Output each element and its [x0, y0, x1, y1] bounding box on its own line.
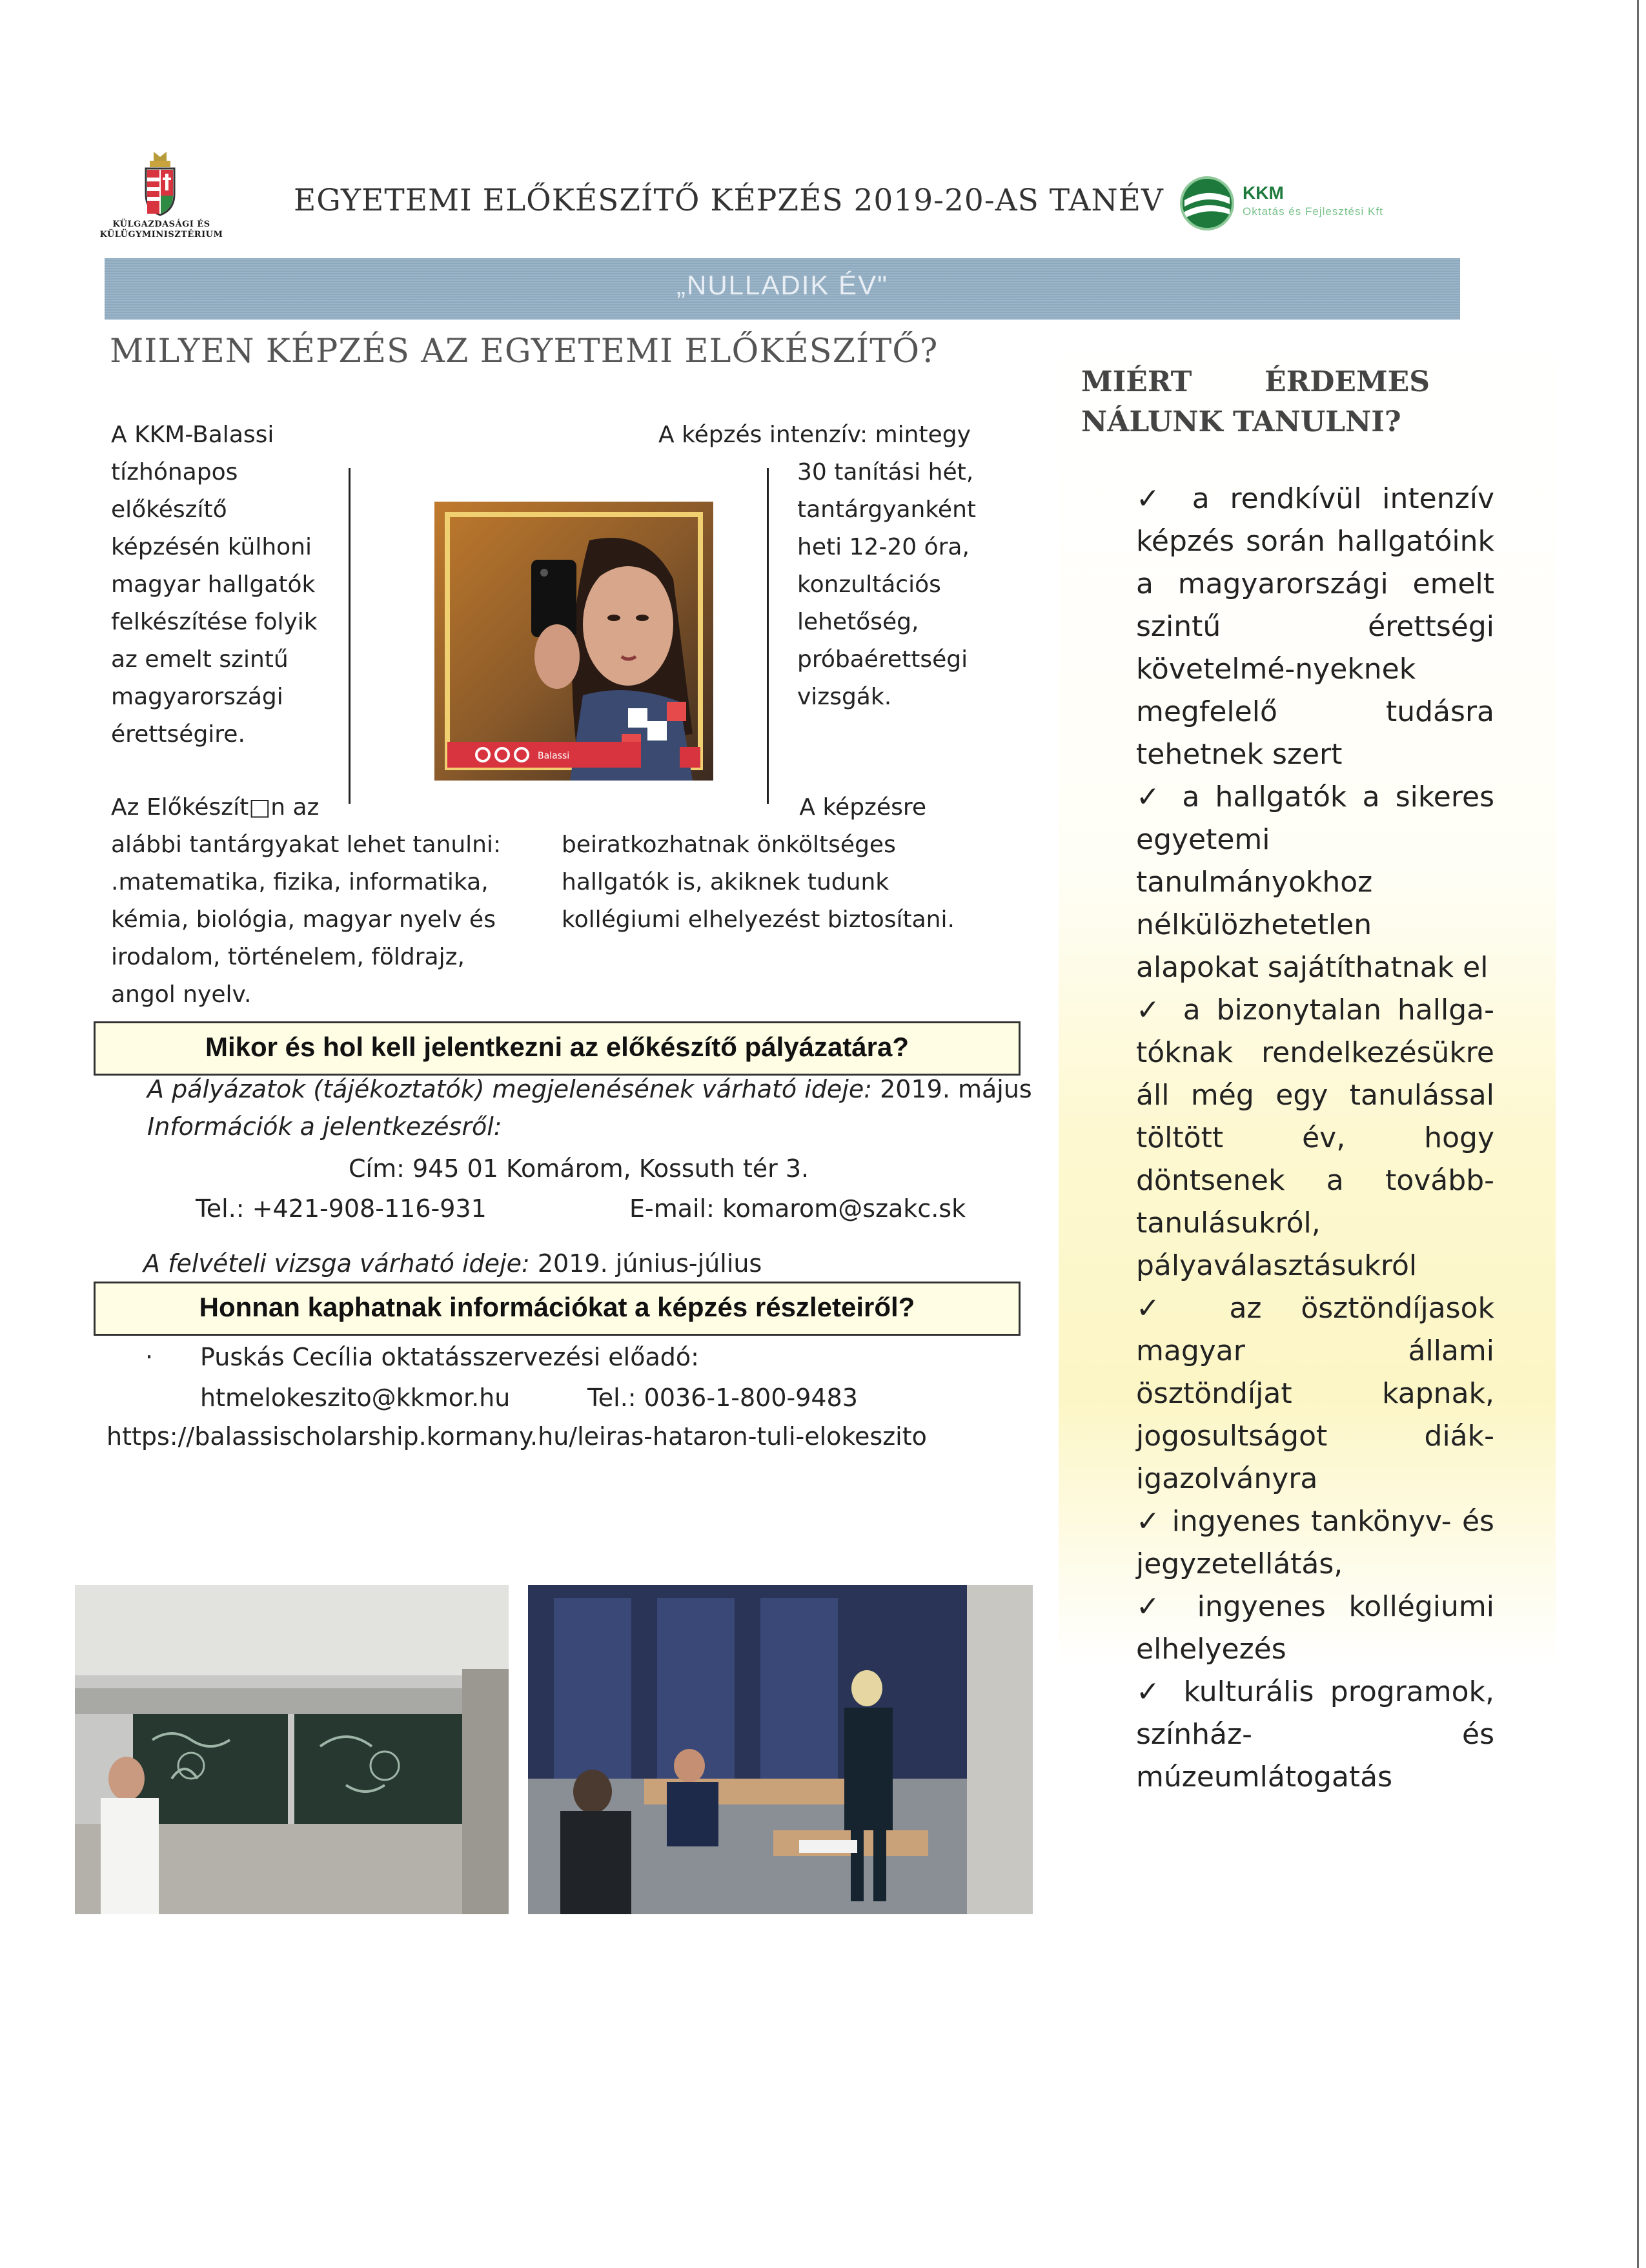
check-icon: ✓	[1136, 1675, 1168, 1708]
check-icon: ✓	[1136, 482, 1172, 515]
benefit-item: ✓ kulturális programok, színház- és múzeumlátogatás	[1136, 1675, 1494, 1793]
coat-of-arms-icon	[141, 152, 179, 216]
intensive-text: A képzés intenzív: mintegy 30 tanítási hét, tantárgyanként heti 12-20 óra, konzultációs lehetőség, próbaérettségi vizsgák.	[658, 422, 977, 710]
check-icon: ✓	[1136, 994, 1167, 1027]
apply-tel: Tel.: +421-908-116-931	[196, 1194, 487, 1223]
main-heading: MILYEN KÉPZÉS AZ EGYETEMI ELŐKÉSZÍTŐ?	[110, 332, 939, 371]
apply-date: A pályázatok (tájékoztatók) megjelenésének várható ideje: 2019. május	[147, 1075, 1032, 1103]
bullet-dot: ·	[145, 1343, 154, 1371]
banner-text: „NULLADIK ÉV"	[676, 270, 888, 300]
ministry-name: KÜLGAZDASÁGI ÉS KÜLÜGYMINISZTÉRIUM	[99, 220, 223, 240]
contact-person: Puskás Cecília oktatásszervezési előadó:	[200, 1343, 699, 1371]
apply-address: Cím: 945 01 Komárom, Kossuth tér 3.	[349, 1154, 809, 1183]
check-icon: ✓	[1136, 1590, 1174, 1623]
benefit-item: ✓ ingyenes tankönyv- és jegyzetellátás,	[1136, 1505, 1494, 1580]
logo-name: KKM	[1243, 183, 1284, 203]
benefit-item: ✓ a bizonytalan hallga-tóknak rendelkezésükre áll még egy tanulással töltött év, hogy döntsenek a tovább-tanulásukról, pályaválasztásukról	[1136, 994, 1494, 1282]
benefit-item: ✓ az ösztöndíjasok magyar állami ösztöndíjat kapnak, jogosultságot diák-igazolványra	[1136, 1292, 1494, 1495]
apply-info-label: Információk a jelentkezésről:	[147, 1112, 502, 1141]
contact-url: https://balassischolarship.kormany.hu/leiras-hataron-tuli-elokeszito	[107, 1422, 927, 1451]
benefits-list	[1075, 478, 1494, 1799]
benefit-item: ✓ a rendkívül intenzív képzés során hallgatóink a magyarországi emelt szintű érettségi követelmé-nyeknek megfelelő tudásra tehetnek szert	[1136, 482, 1494, 771]
divider-line	[349, 468, 351, 804]
contact-tel: Tel.: 0036-1-800-9483	[587, 1384, 858, 1412]
why-title-word1: MIÉRT	[1081, 365, 1192, 398]
intro-text: A KKM-Balassi tízhónapos előkészítő képzésén külhoni magyar hallgatók felkészítése folyik az emelt szintű magyarországi érettségire.	[111, 422, 318, 748]
subjects-text: Az Előkészít□n az alábbi tantárgyakat lehet tanulni: .matematika, fizika, informatika, kémia, biológia, magyar nyelv és irodalom, történelem, földrajz, angol nyelv.	[111, 794, 502, 1008]
classroom-students-photo	[528, 1585, 1033, 1914]
benefit-item: ✓ a hallgatók a sikeres egyetemi tanulmányokhoz nélkülözhetetlen alapokat sajátíthatnak el	[1136, 781, 1494, 984]
apply-email: E-mail: komarom@szakc.sk	[629, 1194, 966, 1223]
why-title-word2: ÉRDEMES	[1265, 365, 1430, 398]
check-icon: ✓	[1136, 781, 1167, 813]
logo-subtitle: Oktatás és Fejlesztési Kft	[1243, 205, 1383, 218]
check-icon: ✓	[1136, 1505, 1162, 1538]
self-funded-text: A képzésre beiratkozhatnak önköltséges hallgatók is, akiknek tudunk kollégiumi elhelyezést biztosítani.	[562, 794, 955, 933]
kkm-logo-icon	[1178, 174, 1236, 232]
classroom-blackboard-photo	[75, 1585, 509, 1914]
page-title: EGYETEMI ELŐKÉSZÍTŐ KÉPZÉS 2019-20-AS TANÉV	[294, 183, 1164, 218]
benefit-item: ✓ ingyenes kollégiumi elhelyezés	[1136, 1590, 1494, 1666]
photo-caption: Balassi	[538, 751, 570, 761]
check-icon: ✓	[1136, 1292, 1190, 1325]
exam-date: A felvételi vizsga várható ideje: 2019. június-július	[143, 1249, 762, 1278]
page-edge-line	[1637, 0, 1639, 2268]
apply-heading-box: Mikor és hol kell jelentkezni az előkészítő pályázatára?	[94, 1021, 1021, 1076]
why-title-line1	[1081, 362, 1430, 403]
why-title-line2: NÁLUNK TANULNI?	[1081, 405, 1401, 438]
contact-email: htmelokeszito@kkmor.hu	[200, 1384, 511, 1412]
contact-heading-box: Honnan kaphatnak információkat a képzés részleteiről?	[94, 1282, 1021, 1336]
